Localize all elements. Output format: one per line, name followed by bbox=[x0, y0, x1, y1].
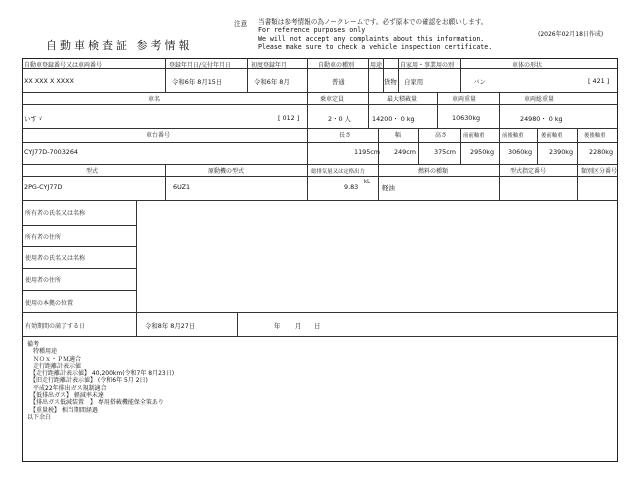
remarks-line: 【重量税】 相当期間経過 bbox=[27, 406, 98, 414]
first-reg: 令和6年 8月 bbox=[254, 78, 290, 86]
label-make: 車名 bbox=[148, 96, 161, 103]
grid-line bbox=[22, 92, 618, 93]
label-owner-address: 所有者の住所 bbox=[25, 234, 62, 241]
displacement: 9.83 bbox=[344, 183, 359, 191]
remarks-section bbox=[27, 341, 174, 421]
body-shape: バン bbox=[473, 78, 486, 86]
label-height: 高さ bbox=[435, 132, 448, 139]
make: いすゞ bbox=[24, 115, 44, 123]
grid-line bbox=[307, 164, 308, 200]
notice-line: Please make sure to check a vehicle inspection certificate. bbox=[258, 42, 493, 51]
remarks-line: 平成22年排出ガス規制適合 bbox=[27, 384, 107, 392]
label-user-name: 使用者の氏名又は名称 bbox=[25, 255, 86, 262]
grid-line bbox=[237, 312, 238, 336]
label-reg-date: 登録年月日/交付年月日 bbox=[169, 62, 232, 69]
grid-line bbox=[383, 58, 384, 92]
grid-line bbox=[22, 164, 618, 165]
label-axle-fr: 前後軸重 bbox=[502, 133, 524, 139]
body-shape-code: [ 421 ] bbox=[588, 77, 610, 85]
grid-line bbox=[368, 58, 369, 92]
label-owner-name: 所有者の氏名又は名称 bbox=[25, 210, 86, 217]
label-shape: 車体の形状 bbox=[512, 62, 543, 69]
remarks-line: 【旧走行距離計表示値】 (令和6年 5月 2日) bbox=[27, 377, 148, 385]
grid-line bbox=[368, 92, 369, 128]
remarks-line: 【低排出ガス】 軽減率未達 bbox=[27, 392, 104, 400]
grid-line bbox=[22, 200, 618, 201]
label-model: 型式 bbox=[86, 168, 99, 175]
created-date: (2026年02月18日作成) bbox=[538, 31, 604, 38]
blank-year: 年 bbox=[274, 322, 281, 330]
notice-line: For reference purposes only bbox=[258, 26, 366, 35]
label-width: 幅 bbox=[395, 132, 402, 139]
notice-line: 当書類は参考情報の為ノークレームです。必ず原本での確認をお願いします。 bbox=[258, 18, 488, 26]
remarks-title: 備考 bbox=[27, 341, 40, 348]
label-expiry: 有効期間の満了する日 bbox=[25, 323, 86, 330]
grid-line bbox=[165, 164, 166, 200]
grid-line bbox=[418, 128, 419, 164]
fuel-type: 軽油 bbox=[382, 184, 395, 192]
grid-line bbox=[577, 128, 578, 164]
grid-line bbox=[22, 176, 618, 177]
expiry-date: 令和8年 8月27日 bbox=[145, 322, 196, 330]
notice-line: We will not accept any complaints about this information. bbox=[258, 34, 485, 43]
axle-rf: 2390kg bbox=[549, 148, 574, 156]
remarks-line: 以下余白 bbox=[27, 413, 52, 421]
notice-label: 注意 bbox=[234, 20, 248, 28]
grid-line bbox=[22, 246, 136, 247]
remarks-line: 【排出ガス低減装置 】 専用搭載機能保全策あり bbox=[27, 399, 164, 407]
grid-line bbox=[22, 142, 618, 143]
grid-line bbox=[537, 128, 538, 164]
reg-date: 令和6年 8月15日 bbox=[172, 78, 223, 86]
grid-line bbox=[460, 58, 461, 92]
grid-line bbox=[499, 128, 500, 164]
vehicle-use: 貨物 bbox=[384, 78, 397, 86]
grid-line bbox=[398, 58, 399, 92]
axle-rr: 2280kg bbox=[589, 148, 614, 156]
gross-weight: 24980・ 0 kg bbox=[520, 115, 563, 123]
label-use: 用途 bbox=[370, 62, 383, 69]
label-capacity: 乗車定員 bbox=[320, 96, 345, 103]
grid-line bbox=[460, 128, 461, 164]
label-weight: 車両重量 bbox=[452, 96, 477, 103]
grid-line bbox=[22, 336, 618, 337]
document-title: 自動車検査証 参考情報 bbox=[46, 39, 193, 52]
grid-line bbox=[378, 128, 379, 164]
length: 1195cm bbox=[354, 148, 381, 156]
label-axle-rf: 後前軸重 bbox=[541, 133, 563, 139]
grid-line bbox=[307, 92, 308, 128]
remarks-line: 特種用途 bbox=[27, 348, 58, 356]
label-gross: 車両総重量 bbox=[524, 96, 555, 103]
grid-line bbox=[165, 58, 166, 92]
label-class-number: 類別区分番号 bbox=[581, 168, 618, 175]
label-first-reg: 初度登録年月 bbox=[251, 62, 288, 69]
grid-line bbox=[22, 104, 618, 105]
reg-number: XX XXX X XXXX bbox=[24, 77, 74, 85]
grid-line bbox=[247, 58, 248, 92]
grid-line bbox=[378, 164, 379, 200]
label-kind: 自動車の種別 bbox=[318, 62, 355, 69]
remarks-line: 【走行距離計表示値】 40,200km(令和7年 8月23日) bbox=[27, 370, 175, 378]
private-commercial: 自家用 bbox=[404, 78, 424, 86]
label-type-number: 型式指定番号 bbox=[510, 168, 547, 175]
grid-line bbox=[307, 58, 308, 92]
notice-text bbox=[258, 18, 492, 51]
label-axle-ff: 前前軸重 bbox=[463, 133, 485, 139]
label-reg-number: 自動車登録番号又は車両番号 bbox=[24, 62, 103, 69]
remarks-line: 走行距離計表示値 bbox=[27, 362, 82, 370]
label-engine: 原動機の型式 bbox=[208, 168, 245, 175]
grid-line bbox=[437, 92, 438, 128]
axle-ff: 2950kg bbox=[470, 148, 495, 156]
remarks-line: ＮＯｘ・ＰＭ適合 bbox=[27, 355, 82, 363]
model: 2PG-CYJ77D bbox=[24, 183, 63, 191]
grid-line bbox=[499, 92, 500, 128]
label-fuel: 燃料の種類 bbox=[418, 168, 449, 175]
vehicle-kind: 普通 bbox=[332, 78, 345, 86]
vehicle-weight: 10630kg bbox=[452, 114, 481, 122]
make-code: [ 012 ] bbox=[278, 114, 300, 122]
label-private: 自家用・事業用の別 bbox=[400, 62, 455, 69]
label-max-load: 最大積載量 bbox=[387, 96, 418, 103]
label-user-address: 使用者の住所 bbox=[25, 277, 62, 284]
height: 375cm bbox=[434, 148, 456, 156]
grid-line bbox=[22, 312, 618, 313]
label-displacement: 総排気量又は定格出力 bbox=[311, 169, 365, 175]
label-axle-rr: 後後軸重 bbox=[584, 133, 606, 139]
label-base-location: 使用の本拠の位置 bbox=[25, 300, 74, 307]
width: 249cm bbox=[394, 148, 416, 156]
max-load: 14200・ 0 kg bbox=[372, 115, 415, 123]
label-chassis: 車台番号 bbox=[146, 132, 171, 139]
grid-line bbox=[22, 268, 136, 269]
grid-line bbox=[22, 225, 136, 226]
grid-line bbox=[136, 200, 137, 336]
grid-line bbox=[577, 164, 578, 200]
engine-model: 6UZ1 bbox=[173, 183, 191, 191]
blank-day: 日 bbox=[314, 322, 321, 330]
grid-line bbox=[22, 290, 136, 291]
blank-month: 月 bbox=[295, 322, 302, 330]
axle-fr: 3060kg bbox=[508, 148, 533, 156]
chassis-number: CYJ77D-7003264 bbox=[24, 148, 78, 156]
grid-line bbox=[499, 164, 500, 200]
displacement-unit: kL bbox=[364, 179, 371, 185]
label-length: 長さ bbox=[339, 132, 352, 139]
grid-line bbox=[22, 128, 618, 129]
grid-line bbox=[307, 128, 308, 164]
seating-capacity: 2・0 人 bbox=[328, 115, 351, 123]
